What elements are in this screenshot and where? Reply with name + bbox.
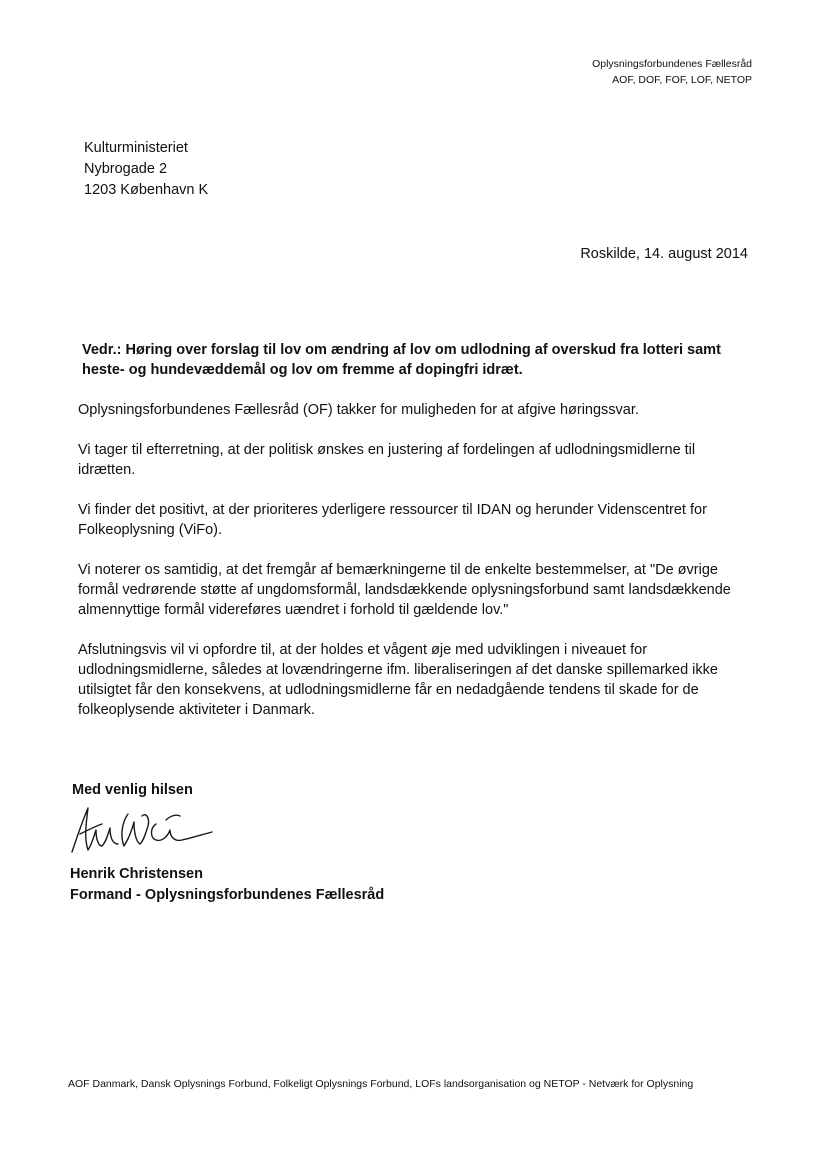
- subject-line: Vedr.: Høring over forslag til lov om ændring af lov om udlodning af overskud fra lotteri samt heste- og hundevæddemål og lov om fremme af dopingfri idræt.: [82, 342, 721, 378]
- signer-block: [70, 864, 384, 906]
- body-paragraph: Vi tager til efterretning, at der politisk ønskes en justering af fordelingen af udlodningsmidlerne til idrætten.: [78, 442, 696, 478]
- body-paragraph: Afslutningsvis vil vi opfordre til, at der holdes et vågent øje med udviklingen i niveauet for udlodningsmidlerne, således at lovændringerne ifm. liberaliseringen af det danske spillemarked ikke utilsigtet får den konsekvens, at udlodningsmidlerne får en nedadgående tendens til skade for de folkeoplysende aktiviteter i Danmark.: [78, 642, 718, 718]
- recipient-city: 1203 København K: [84, 182, 209, 198]
- sender-block: [592, 56, 752, 88]
- sender-members: AOF, DOF, FOF, LOF, NETOP: [612, 74, 752, 86]
- footer-organizations: AOF Danmark, Dansk Oplysnings Forbund, Folkeligt Oplysnings Forbund, LOFs landsorganisation og NETOP - Netværk for Oplysning: [68, 1078, 694, 1090]
- signer-title: Formand - Oplysningsforbundenes Fællesråd: [70, 887, 385, 903]
- sender-name: Oplysningsforbundenes Fællesråd: [592, 58, 752, 70]
- closing-salutation: Med venlig hilsen: [72, 782, 193, 798]
- letter-body: [78, 400, 742, 740]
- recipient-street: Nybrogade 2: [84, 161, 168, 177]
- place-and-date: Roskilde, 14. august 2014: [580, 246, 748, 262]
- recipient-address: [84, 138, 208, 201]
- body-paragraph: Vi finder det positivt, at der prioriteres yderligere ressourcer til IDAN og herunder Videnscentret for Folkeoplysning (ViFo).: [78, 502, 707, 538]
- handwritten-signature: [66, 800, 216, 858]
- signer-name: Henrik Christensen: [70, 866, 203, 882]
- recipient-name: Kulturministeriet: [84, 140, 188, 156]
- body-paragraph: Vi noterer os samtidig, at det fremgår af bemærkningerne til de enkelte bestemmelser, at "De øvrige formål vedrørende støtte af ungdomsformål, landsdækkende oplysningsforbund samt landsdækkende almennyttige formål videreføres uændret i forhold til gældende lov.": [78, 562, 731, 618]
- body-paragraph: Oplysningsforbundenes Fællesråd (OF) takker for muligheden for at afgive høringssvar.: [78, 402, 639, 418]
